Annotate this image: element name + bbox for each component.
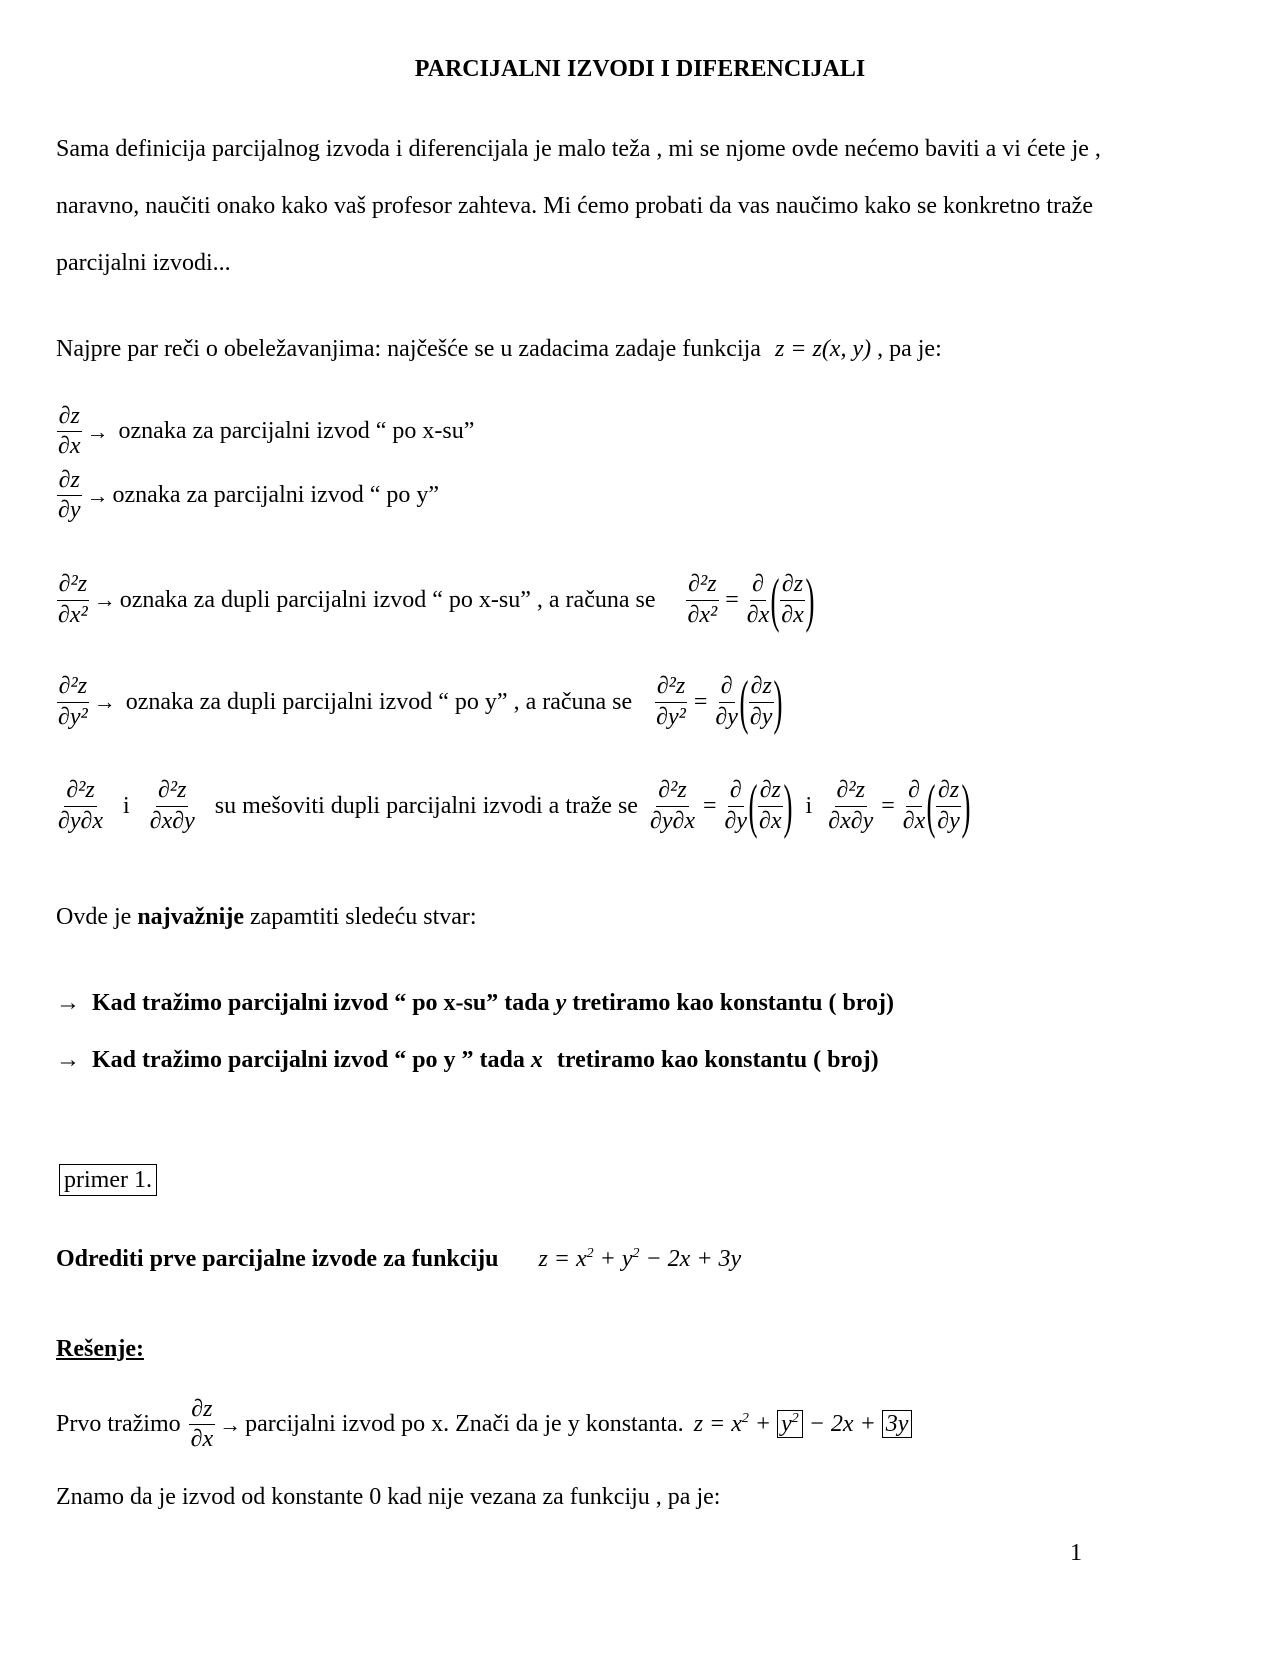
func-part: z = x — [538, 1246, 587, 1272]
denominator: ∂y — [724, 807, 748, 834]
step-equation — [694, 1411, 913, 1438]
denominator: ∂y — [715, 703, 738, 730]
numerator: ∂ — [750, 572, 766, 600]
page-title: PARCIJALNI IZVODI I DIFERENCIJALI — [414, 56, 866, 82]
fraction — [757, 778, 784, 833]
numerator: ∂²z — [686, 572, 718, 600]
arrow-icon: → — [56, 1047, 80, 1073]
numerator: ∂²z — [835, 778, 867, 806]
denominator: ∂x∂y — [149, 807, 195, 834]
notation-dzdy — [56, 468, 439, 523]
exponent: 2 — [791, 1411, 799, 1427]
fraction-dz-dx — [56, 404, 83, 459]
numerator: ∂ — [719, 674, 735, 702]
equals: = — [881, 792, 895, 819]
denominator: ∂y² — [656, 703, 686, 730]
fraction — [826, 778, 875, 833]
numerator: ∂z — [749, 674, 774, 702]
denominator: ∂x² — [687, 601, 718, 628]
equals: = — [693, 688, 708, 715]
intro-line-1: Sama definicija parcijalnog izvoda i diferencijala je malo teža , mi se njome ovde nećemo baviti a vi ćete je , — [56, 136, 1101, 162]
right-paren: ) — [961, 773, 971, 839]
denominator: ∂x — [190, 1426, 214, 1453]
fraction — [648, 778, 697, 833]
notation-text: su mešoviti dupli parcijalni izvodi a traže se — [214, 792, 638, 819]
arrow-icon: → — [93, 587, 116, 612]
page-number: 1 — [1070, 1540, 1082, 1566]
rule-text: tretiramo kao konstantu ( broj) — [556, 1047, 879, 1073]
fraction — [654, 674, 688, 729]
boxed-var: y — [781, 1411, 792, 1438]
remember-pre: Ovde je — [56, 904, 132, 930]
numerator: ∂z — [758, 778, 783, 806]
denominator: ∂y² — [58, 703, 88, 730]
denominator: ∂x∂y — [828, 807, 874, 834]
notation-lead-end: , pa je: — [877, 336, 942, 362]
exponent: 2 — [741, 1411, 749, 1427]
fraction-dz-dx — [189, 1397, 216, 1452]
fraction-d2z-dxdy — [148, 778, 197, 833]
left-paren: ( — [739, 669, 749, 735]
remember-post: zapamtiti sledeću stvar: — [249, 904, 477, 930]
fraction-d2z-dx2 — [56, 572, 90, 627]
fraction — [901, 778, 928, 833]
solution-step — [56, 1397, 912, 1452]
denominator: ∂y — [58, 497, 81, 524]
arrow-icon: → — [93, 689, 116, 714]
fraction — [935, 778, 962, 833]
denominator: ∂y — [749, 703, 773, 730]
example-label — [59, 1167, 157, 1194]
notation-dzdx — [56, 404, 474, 459]
boxed-term-y2 — [777, 1410, 803, 1438]
equals: = — [702, 792, 717, 819]
denominator: ∂y — [937, 807, 960, 834]
example-label-text: primer 1. — [59, 1164, 157, 1196]
formula-yy — [654, 669, 783, 735]
func-part: − 2x + 3y — [645, 1246, 742, 1272]
rule-1 — [56, 990, 894, 1017]
denominator: ∂y∂x — [58, 807, 104, 834]
numerator: ∂²z — [156, 778, 188, 806]
denominator: ∂x² — [58, 601, 88, 628]
task-function — [538, 1246, 741, 1272]
numerator: ∂²z — [64, 778, 96, 806]
fraction — [745, 572, 772, 627]
notation-lead — [56, 336, 942, 363]
rule-variable: x — [530, 1047, 543, 1073]
denominator: ∂x — [746, 601, 770, 628]
numerator: ∂z — [780, 572, 805, 600]
fraction — [779, 572, 806, 627]
notation-d2zdy2 — [56, 669, 783, 735]
eq-part: + — [754, 1411, 772, 1438]
left-paren: ( — [926, 773, 936, 839]
eq-part: z = x — [693, 1411, 742, 1438]
right-paren: ) — [773, 669, 783, 735]
numerator: ∂z — [936, 778, 961, 806]
notation-text: oznaka za dupli parcijalni izvod “ po y” , a računa se — [125, 688, 633, 715]
conjunction: i — [805, 792, 813, 819]
fraction-dz-dy — [56, 468, 83, 523]
function-definition: z = z(x, y) — [774, 336, 872, 362]
exponent: 2 — [632, 1246, 640, 1261]
numerator: ∂²z — [57, 572, 89, 600]
known-line: Znamo da je izvod od konstante 0 kad nije vezana za funkciju , pa je: — [56, 1484, 721, 1510]
arrow-icon: → — [219, 1411, 242, 1437]
rule-text: tretiramo kao konstantu ( broj) — [572, 990, 895, 1016]
formula-mixed — [648, 773, 971, 839]
rule-text: Kad tražimo parcijalni izvod “ po x-su” tada — [92, 990, 550, 1016]
step-pre: Prvo tražimo — [56, 1411, 181, 1438]
exponent: 2 — [586, 1246, 594, 1261]
notation-mixed — [56, 773, 971, 839]
numerator: ∂z — [57, 404, 82, 432]
numerator: ∂z — [57, 468, 82, 496]
numerator: ∂ — [906, 778, 922, 806]
remember-line — [56, 904, 477, 931]
intro-line-3: parcijalni izvodi... — [56, 250, 231, 276]
denominator: ∂x — [781, 601, 804, 628]
task-text: Odrediti prve parcijalne izvode za funkciju — [56, 1246, 499, 1272]
notation-text: oznaka za parcijalni izvod “ po x-su” — [118, 418, 475, 445]
formula-xx — [686, 567, 815, 633]
arrow-icon: → — [86, 482, 109, 508]
solution-label: Rešenje: — [56, 1336, 144, 1362]
rule-text: Kad tražimo parcijalni izvod “ po y ” tada — [92, 1047, 525, 1073]
notation-text: oznaka za parcijalni izvod “ po y” — [112, 482, 440, 509]
notation-text: oznaka za dupli parcijalni izvod “ po x-su” , a računa se — [119, 586, 656, 613]
fraction — [686, 572, 720, 627]
right-paren: ) — [805, 567, 815, 633]
notation-d2zdx2 — [56, 567, 815, 633]
numerator: ∂²z — [656, 778, 688, 806]
equals: = — [725, 586, 739, 613]
numerator: ∂ — [728, 778, 744, 806]
eq-part: − 2x + — [808, 1411, 876, 1438]
denominator: ∂x — [902, 807, 926, 834]
fraction — [723, 778, 750, 833]
right-paren: ) — [783, 773, 793, 839]
fraction — [748, 674, 775, 729]
conjunction: i — [123, 792, 130, 819]
remember-bold: najvažnije — [137, 904, 244, 930]
numerator: ∂z — [189, 1397, 214, 1425]
numerator: ∂²z — [655, 674, 687, 702]
fraction-d2z-dy2 — [56, 674, 90, 729]
denominator: ∂y∂x — [649, 807, 695, 834]
left-paren: ( — [748, 773, 758, 839]
arrow-icon: → — [86, 418, 109, 444]
denominator: ∂x — [759, 807, 782, 834]
rule-variable: y — [555, 990, 567, 1016]
func-part: + y — [599, 1246, 633, 1272]
boxed-term-3y: 3y — [882, 1410, 913, 1438]
fraction-d2z-dydx — [56, 778, 105, 833]
denominator: ∂x — [58, 433, 81, 460]
numerator: ∂²z — [57, 674, 89, 702]
arrow-icon: → — [56, 990, 80, 1016]
notation-lead-text: Najpre par reči o obeležavanjima: najčešće se u zadacima zadaje funkcija — [56, 336, 761, 362]
rule-2 — [56, 1047, 879, 1074]
example-task — [56, 1246, 741, 1273]
left-paren: ( — [770, 567, 780, 633]
fraction — [713, 674, 740, 729]
intro-line-2: naravno, naučiti onako kako vaš profesor zahteva. Mi ćemo probati da vas naučimo kako se konkretno traže — [56, 193, 1093, 219]
step-post: parcijalni izvod po x. Znači da je y konstanta. — [245, 1411, 684, 1438]
